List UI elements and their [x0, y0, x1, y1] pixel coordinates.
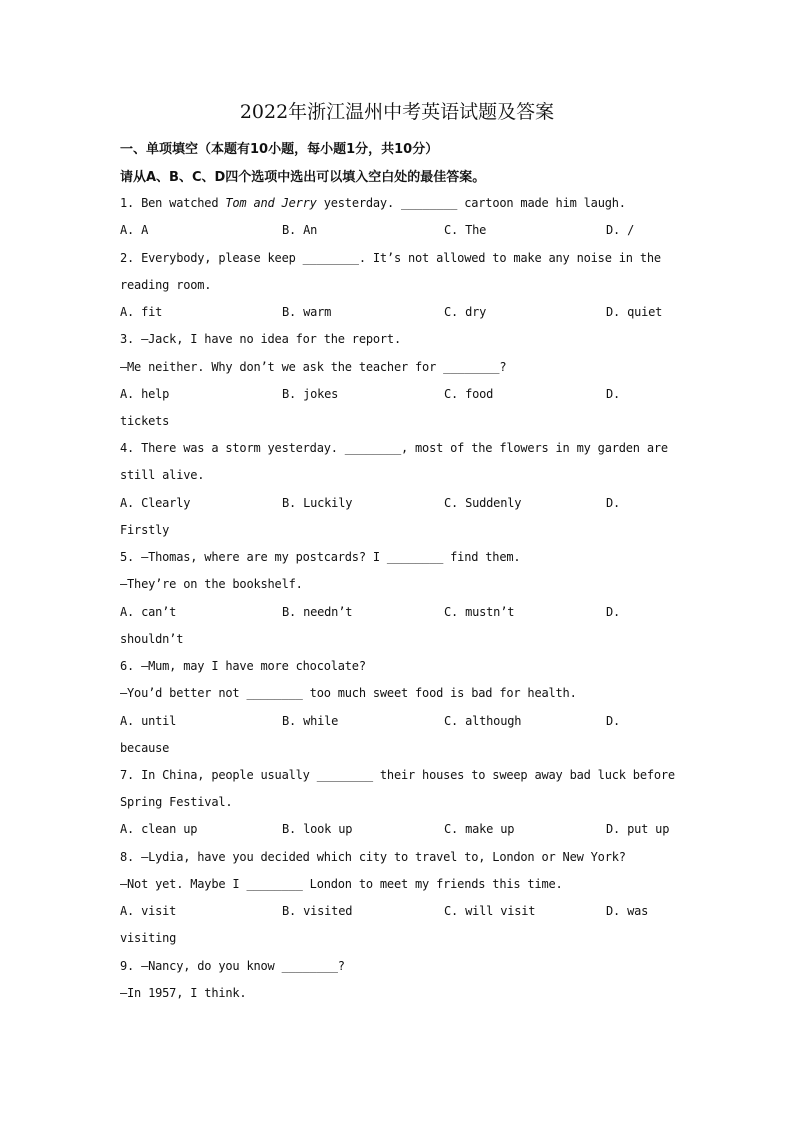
question-2-line-1: 2. Everybody, please keep ________. It’s not allowed to make any noise in the — [120, 251, 661, 265]
q7-option-a: A. clean up — [120, 822, 198, 836]
q6-option-b: B. while — [282, 714, 339, 728]
q5-option-a: A. can’t — [120, 605, 177, 619]
q2-option-d: D. quiet — [606, 305, 663, 319]
q2-option-b: B. warm — [282, 305, 332, 319]
q3-option-d: D. — [606, 387, 621, 401]
q6-option-a: A. until — [120, 714, 177, 728]
q7-option-b: B. look up — [282, 822, 353, 836]
q8-option-b: B. visited — [282, 904, 353, 918]
question-6-line-1: 6. —Mum, may I have more chocolate? — [120, 659, 366, 673]
question-8-line-1: 8. —Lydia, have you decided which city to travel to, London or New York? — [120, 850, 626, 864]
question-5-line-1: 5. —Thomas, where are my postcards? I ________ find them. — [120, 550, 521, 564]
q1-option-a: A. A — [120, 223, 149, 237]
q2-option-c: C. dry — [444, 305, 487, 319]
q7-option-d: D. put up — [606, 822, 670, 836]
question-9-line-2: —In 1957, I think. — [120, 986, 247, 1000]
q8-option-c: C. will visit — [444, 904, 536, 918]
question-6-line-2: —You’d better not ________ too much sweet food is bad for health. — [120, 686, 577, 700]
page-title: 2022年浙江温州中考英语试题及答案 — [239, 101, 555, 123]
q4-option-a: A. Clearly — [120, 496, 191, 510]
q6-option-d: D. — [606, 714, 621, 728]
q4-option-d: D. — [606, 496, 621, 510]
question-1-title-italic: Tom and Jerry — [225, 196, 317, 210]
q3-option-c: C. food — [444, 387, 494, 401]
q3-option-a: A. help — [120, 387, 170, 401]
question-2-line-2: reading room. — [120, 278, 212, 292]
question-8-line-2: —Not yet. Maybe I ________ London to meet my friends this time. — [120, 877, 563, 891]
question-3-line-2: —Me neither. Why don’t we ask the teacher for ________? — [120, 360, 507, 374]
q1-option-c: C. The — [444, 223, 487, 237]
q3-option-d-wrap: tickets — [120, 414, 170, 428]
q5-option-b: B. needn’t — [282, 605, 353, 619]
question-5-line-2: —They’re on the bookshelf. — [120, 577, 303, 591]
q4-option-b: B. Luckily — [282, 496, 353, 510]
q1-option-b: B. An — [282, 223, 318, 237]
question-4-line-1: 4. There was a storm yesterday. ________, most of the flowers in my garden are — [120, 441, 668, 455]
q4-option-c: C. Suddenly — [444, 496, 522, 510]
q5-option-c: C. mustn’t — [444, 605, 515, 619]
q8-option-d: D. was — [606, 904, 649, 918]
question-9-line-1: 9. —Nancy, do you know ________? — [120, 959, 345, 973]
section-heading: 一、单项填空（本题有10小题，每小题1分，共10分） — [120, 142, 439, 157]
question-7-line-2: Spring Festival. — [120, 795, 233, 809]
q5-option-d: D. — [606, 605, 621, 619]
q3-option-b: B. jokes — [282, 387, 339, 401]
q6-option-c: C. although — [444, 714, 522, 728]
q8-option-d-wrap: visiting — [120, 931, 177, 945]
section-instruction: 请从A、B、C、D四个选项中选出可以填入空白处的最佳答案。 — [120, 170, 486, 185]
q1-option-d: D. / — [606, 223, 635, 237]
question-1-text: 1. Ben watched Tom and Jerry yesterday. ________ cartoon made him laugh. — [120, 196, 626, 210]
q4-option-d-wrap: Firstly — [120, 523, 170, 537]
question-7-line-1: 7. In China, people usually ________ their houses to sweep away bad luck before — [120, 768, 675, 782]
q2-option-a: A. fit — [120, 305, 163, 319]
question-4-line-2: still alive. — [120, 468, 205, 482]
q6-option-d-wrap: because — [120, 741, 170, 755]
q5-option-d-wrap: shouldn’t — [120, 632, 184, 646]
q7-option-c: C. make up — [444, 822, 515, 836]
q8-option-a: A. visit — [120, 904, 177, 918]
question-3-line-1: 3. —Jack, I have no idea for the report. — [120, 332, 401, 346]
